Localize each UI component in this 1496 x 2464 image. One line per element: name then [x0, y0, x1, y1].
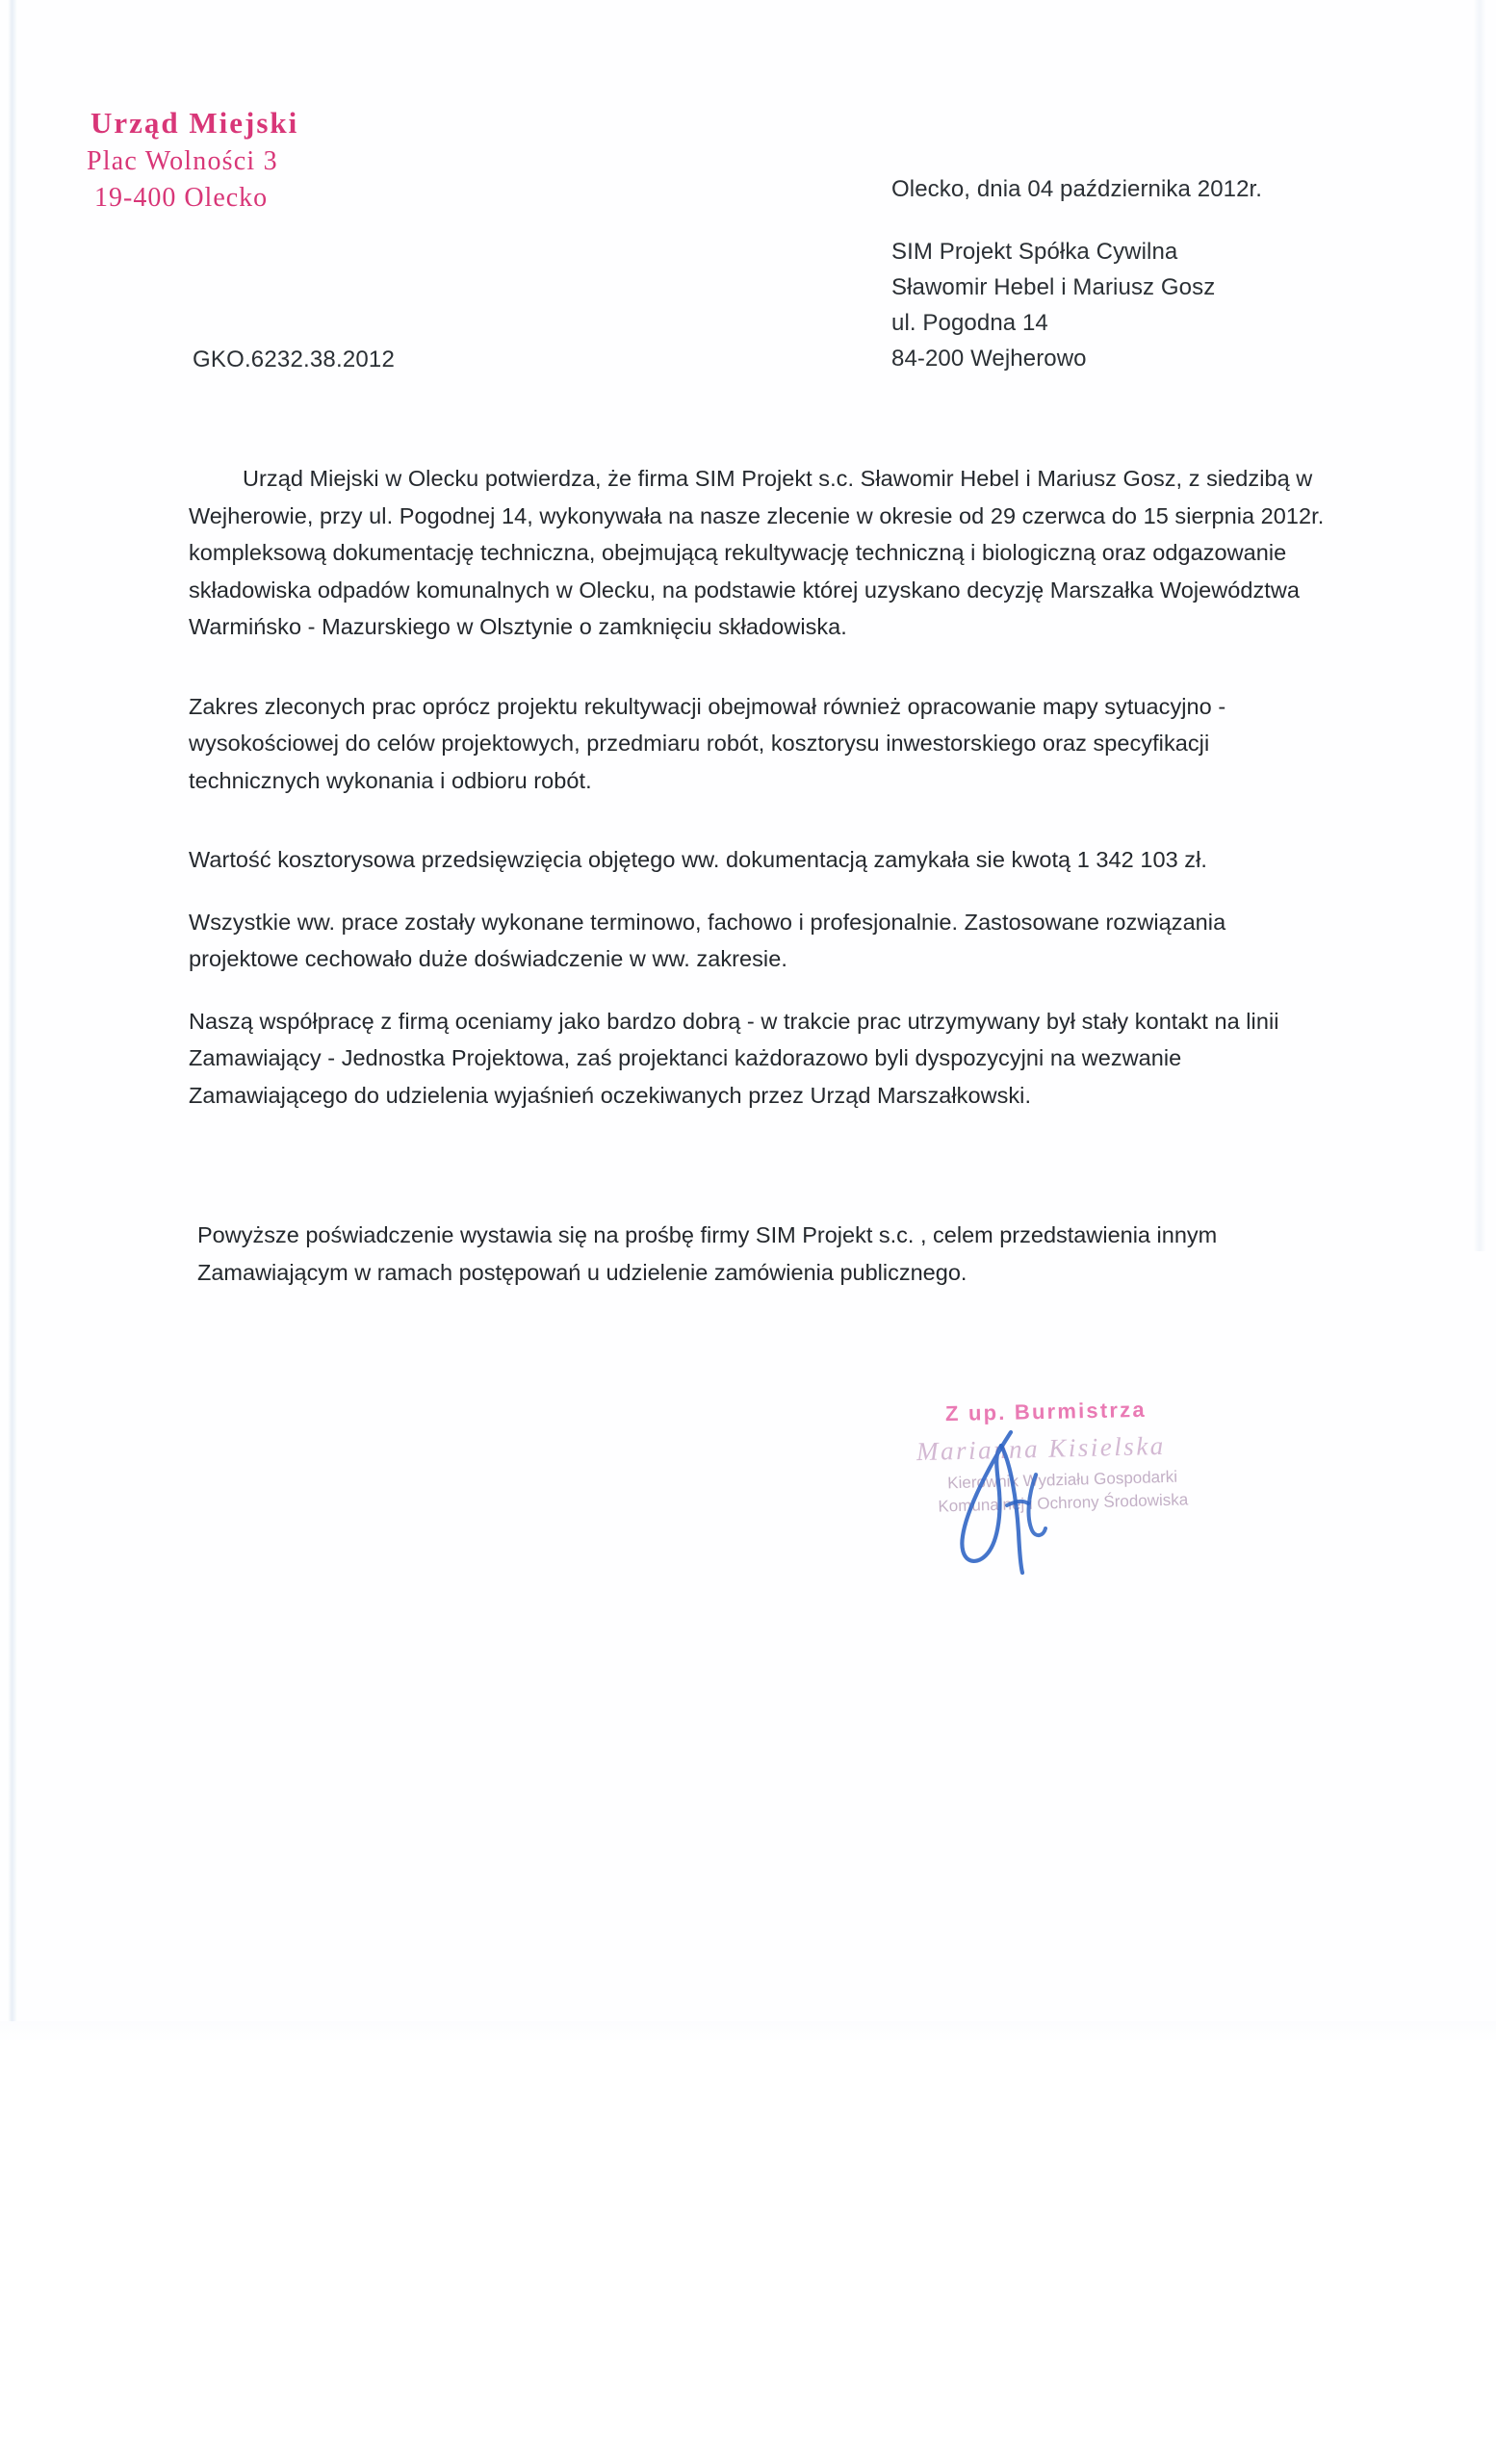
scan-edge-right	[1473, 0, 1486, 1251]
addressee-partners: Sławomir Hebel i Mariusz Gosz	[891, 274, 1216, 300]
addressee-postal: 84-200 Wejherowo	[891, 346, 1087, 372]
addressee-street: ul. Pogodna 14	[891, 310, 1048, 336]
scan-edge-left	[8, 0, 17, 2039]
signatory-role-line-2: Komunalnej i Ochrony Środowiska	[938, 1490, 1189, 1516]
body-paragraph-1: Urząd Miejski w Olecku potwierdza, że firma SIM Projekt s.c. Sławomir Hebel i Mariusz Gosz, z siedzibą w Wejherowie, przy ul. Pogodnej 14, wykonywała na nasze zlecenie w okresie od 29 czerwca do 15 sierpnia 2012r. kompleksową dokumentację techniczna, obejmującą rekultywację techniczną i biologiczną oraz odgazowanie składowiska odpadów komunalnych w Olecku, na podstawie której uzyskano decyzję Marszałka Województwa Warmińsko - Mazurskiego w Olsztynie o zamknięciu składowiska.	[189, 466, 1325, 639]
body-paragraph-4: Wszystkie ww. prace zostały wykonane terminowo, fachowo i profesjonalnie. Zastosowane rozwiązania projektowe cechowało duże doświadczenie w ww. zakresie.	[189, 909, 1226, 971]
addressee-block	[891, 234, 1215, 376]
addressee-company: SIM Projekt Spółka Cywilna	[891, 239, 1178, 265]
body-paragraph-2: Zakres zleconych prac oprócz projektu rekultywacji obejmował również opracowanie mapy sytuacyjno - wysokościowej do celów projektowych, przedmiaru robót, kosztorysu inwestorskiego oraz specyfikacji technicznych wykonania i odbioru robót.	[189, 693, 1226, 793]
signatory-role-line-1: Kierownik Wydziału Gospodarki	[946, 1467, 1178, 1493]
body-paragraph-6: Powyższe poświadczenie wystawia się na prośbę firmy SIM Projekt s.c. , celem przedstawienia innym Zamawiającym w ramach postępowań u udzielenie zamówienia publicznego.	[197, 1222, 1218, 1285]
letter-body	[189, 460, 1336, 1142]
reference-number: GKO.6232.38.2012	[193, 346, 396, 372]
office-stamp-postal: 19-400 Olecko	[94, 182, 269, 213]
body-paragraph-5: Naszą współpracę z firmą oceniamy jako bardzo dobrą - w trakcie prac utrzymywany był stały kontakt na linii Zamawiający - Jednostka Projektowa, zaś projektanci każdorazowo byli dyspozycyjni na wezwanie Zamawiającego do udzielenia wyjaśnień oczekiwanych przez Urząd Marszałkowski.	[189, 1008, 1279, 1108]
signature-block	[847, 1386, 1251, 1578]
signature-authority-line: Z up. Burmistrza	[944, 1397, 1148, 1426]
scan-bottom-edge	[0, 2021, 1496, 2042]
letter-closing	[197, 1217, 1343, 1291]
office-stamp-street: Plac Wolności 3	[87, 146, 278, 177]
signatory-role	[869, 1463, 1255, 1520]
office-letterhead-stamp	[85, 104, 489, 216]
body-paragraph-3: Wartość kosztorysowa przedsięwzięcia objętego ww. dokumentacją zamykała sie kwotą 1 342 103 zł.	[189, 847, 1207, 872]
signatory-name: Marianna Kisielska	[916, 1430, 1167, 1467]
office-stamp-name: Urząd Miejski	[90, 106, 299, 140]
document-date: Olecko, dnia 04 października 2012r.	[891, 176, 1263, 202]
